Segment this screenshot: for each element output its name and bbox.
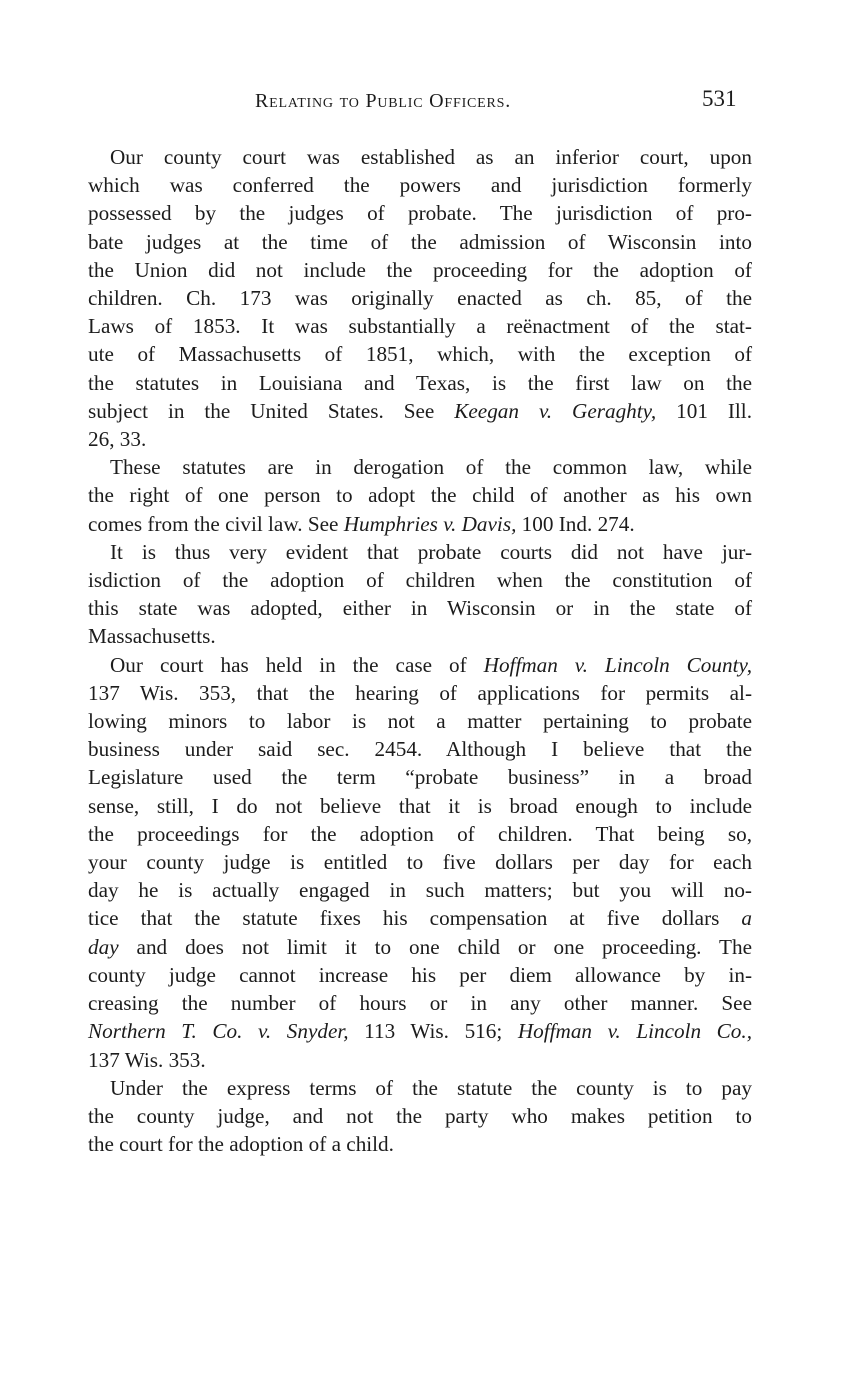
text-run: business under said sec. 2454. Although I believe that the xyxy=(88,737,752,762)
text-run: children. Ch. 173 was originally enacted as ch. 85, of the xyxy=(88,286,752,311)
text-run: 113 Wis. 516; xyxy=(348,1019,518,1044)
text-run: 101 Ill. xyxy=(656,398,752,423)
text-line xyxy=(88,510,752,538)
text-run: lowing minors to labor is not a matter pertaining to probate xyxy=(88,709,752,734)
case-citation: Northern T. Co. v. Snyder, xyxy=(88,1019,349,1044)
text-line xyxy=(88,961,752,989)
case-citation: day xyxy=(88,934,119,959)
page-header xyxy=(0,84,867,124)
text-run: creasing the number of hours or in any other manner. See xyxy=(88,991,752,1016)
text-line xyxy=(88,340,752,368)
text-run: the Union did not include the proceeding for the adoption of xyxy=(88,257,752,282)
text-run: These statutes are in derogation of the common law, while xyxy=(110,455,752,480)
text-line xyxy=(88,707,752,735)
case-citation: Hoffman v. Lincoln County, xyxy=(483,652,753,677)
text-run: this state was adopted, either in Wisconsin or in the state of xyxy=(88,596,752,621)
text-line xyxy=(88,199,752,227)
text-line xyxy=(88,369,752,397)
text-run: possessed by the judges of probate. The jurisdiction of pro- xyxy=(88,201,752,226)
text-line xyxy=(88,228,752,256)
text-line xyxy=(88,792,752,820)
text-run: Our court has held in the case of xyxy=(110,652,484,677)
text-line xyxy=(88,425,752,453)
text-run: Under the express terms of the statute the county is to pay xyxy=(110,1075,752,1100)
text-run: county judge cannot increase his per diem allowance by in- xyxy=(88,962,752,987)
case-citation: Keegan v. Geraghty, xyxy=(454,398,657,423)
text-run: day he is actually engaged in such matters; but you will no- xyxy=(88,878,752,903)
text-run: Laws of 1853. It was substantially a reënactment of the stat- xyxy=(88,314,752,339)
text-line xyxy=(88,481,752,509)
text-line xyxy=(88,312,752,340)
case-citation: a xyxy=(741,906,752,931)
text-line xyxy=(88,397,752,425)
text-run: 26, 33. xyxy=(88,427,147,452)
paragraph xyxy=(88,651,752,1074)
text-run: Our county court was established as an inferior court, upon xyxy=(110,145,752,169)
text-line xyxy=(88,566,752,594)
text-run: isdiction of the adoption of children when the constitution of xyxy=(88,568,752,593)
text-line xyxy=(88,143,752,171)
text-line xyxy=(88,256,752,284)
text-run: the proceedings for the adoption of children. That being so, xyxy=(88,821,752,846)
text-run: the county judge, and not the party who makes petition to xyxy=(88,1103,752,1128)
text-run: 137 Wis. 353. xyxy=(88,1047,206,1072)
text-line xyxy=(88,735,752,763)
text-run: the court for the adoption of a child. xyxy=(88,1132,394,1157)
body-text xyxy=(88,143,752,1158)
text-line xyxy=(88,1102,752,1130)
text-run: subject in the United States. See xyxy=(88,398,455,423)
text-run: comes from the civil law. See xyxy=(88,511,344,536)
text-line xyxy=(88,904,752,932)
text-line xyxy=(88,622,752,650)
text-line xyxy=(88,171,752,199)
text-line xyxy=(88,1130,752,1158)
text-run: 137 Wis. 353, that the hearing of applications for permits al- xyxy=(88,680,752,705)
text-line xyxy=(88,284,752,312)
text-line xyxy=(88,453,752,481)
text-line xyxy=(88,1046,752,1074)
text-line xyxy=(88,594,752,622)
text-line xyxy=(88,989,752,1017)
text-line xyxy=(88,876,752,904)
text-run: tice that the statute fixes his compensation at five dollars xyxy=(88,906,742,931)
text-run: Legislature used the term “probate business” in a broad xyxy=(88,765,752,790)
paragraph xyxy=(88,143,752,453)
text-run: the statutes in Louisiana and Texas, is the first law on the xyxy=(88,370,752,395)
text-line xyxy=(88,1017,752,1045)
case-citation: Humphries v. Davis, xyxy=(343,511,517,536)
text-line xyxy=(88,679,752,707)
case-citation: Hoffman v. Lincoln Co., xyxy=(517,1019,752,1044)
text-line xyxy=(88,1074,752,1102)
text-run: and does not limit it to one child or one proceeding. The xyxy=(118,934,752,959)
text-run: your county judge is entitled to five dollars per day for each xyxy=(88,850,752,875)
text-run: 100 Ind. 274. xyxy=(516,511,635,536)
paragraph xyxy=(88,453,752,538)
text-run: It is thus very evident that probate courts did not have jur- xyxy=(110,539,752,564)
text-line xyxy=(88,763,752,791)
page-number: 531 xyxy=(702,86,737,111)
text-run: the right of one person to adopt the child of another as his own xyxy=(88,483,752,508)
text-line xyxy=(88,820,752,848)
text-line xyxy=(88,933,752,961)
text-run: sense, still, I do not believe that it is broad enough to include xyxy=(88,793,752,818)
text-run: which was conferred the powers and jurisdiction formerly xyxy=(88,173,752,198)
paragraph xyxy=(88,538,752,651)
running-head: Relating to Public Officers. xyxy=(255,90,512,112)
text-line xyxy=(88,848,752,876)
paragraph xyxy=(88,1074,752,1159)
text-line xyxy=(88,538,752,566)
text-line xyxy=(88,651,752,679)
text-run: ute of Massachusetts of 1851, which, with the exception of xyxy=(88,342,752,367)
text-run: Massachusetts. xyxy=(88,624,216,649)
text-run: bate judges at the time of the admission of Wisconsin into xyxy=(88,229,752,254)
